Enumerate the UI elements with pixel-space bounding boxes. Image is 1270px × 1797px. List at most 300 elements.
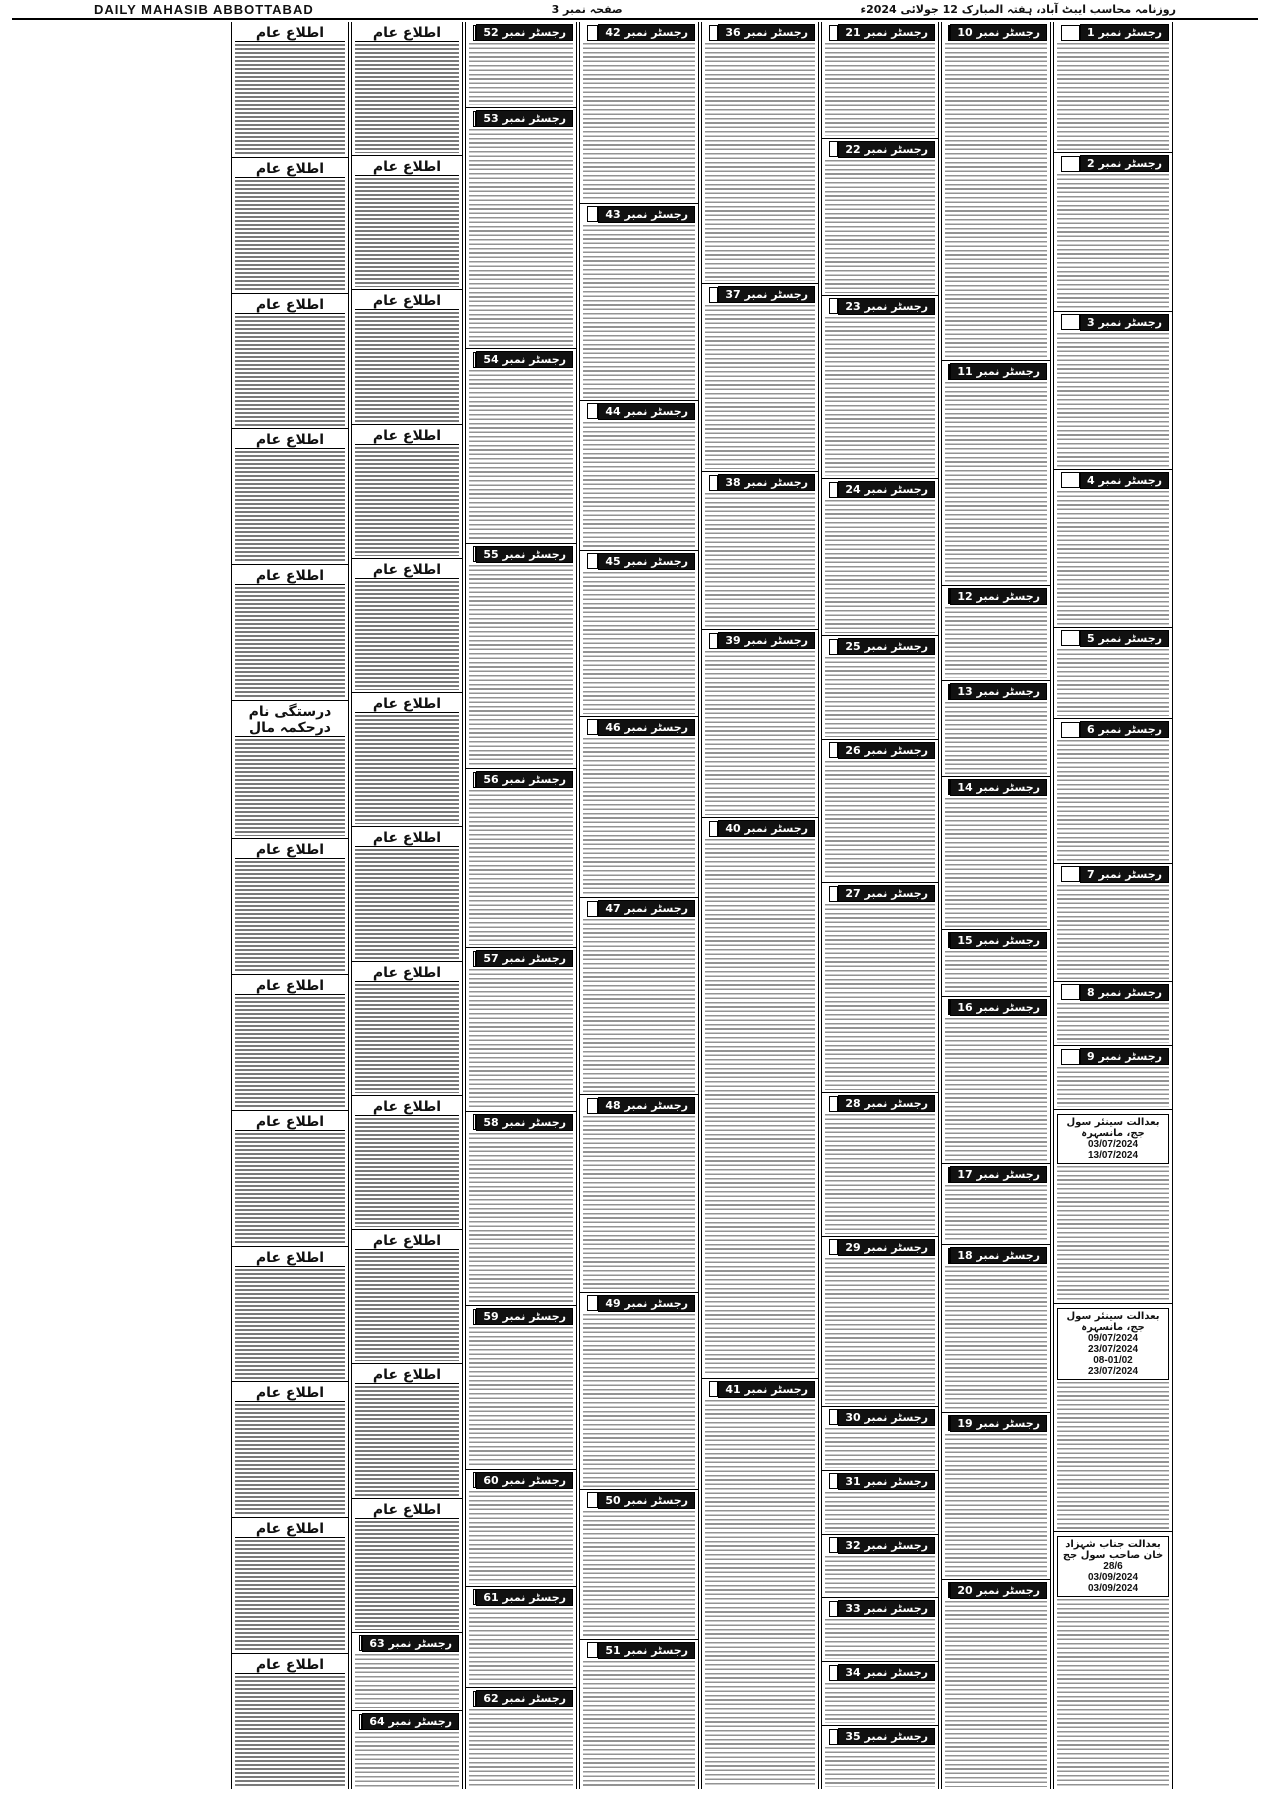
register-notice [822,1093,938,1237]
notice-heading: اطلاع عام [235,978,345,995]
notice-body-text [1057,740,1169,861]
register-number-tag: رجسٹر نمبر 36 [718,24,815,41]
register-box [473,1589,476,1605]
register-number-tag: رجسٹر نمبر 40 [718,820,815,837]
notice-body-text [825,1747,935,1787]
register-box [473,546,476,562]
register-box [709,633,718,649]
masthead [12,0,1258,20]
notice-heading: اطلاع عام [235,161,345,178]
register-notice [466,1306,576,1470]
notice-body-text [825,657,935,737]
public-notice [352,1499,462,1633]
notice-heading: اطلاع عام [355,25,459,42]
notice-body-text [469,969,573,1109]
public-notice [352,156,462,290]
public-notice [232,429,348,565]
notice-heading: اطلاع عام [355,293,459,310]
column-7 [351,22,463,1789]
public-notice [232,565,348,701]
register-box [829,1537,838,1553]
register-number-tag: رجسٹر نمبر 4 [1080,472,1169,489]
public-notice [232,1247,348,1383]
notice-body-text [235,1404,345,1515]
notice-body-text [825,500,935,633]
register-box [587,206,598,222]
public-notice [232,975,348,1111]
notice-heading: اطلاع عام [235,1114,345,1131]
register-notice [822,740,938,884]
notice-body-text [583,1511,695,1637]
notice-body-text [1057,1067,1169,1107]
register-box [829,141,838,157]
register-box [1061,156,1080,172]
register-box [473,772,476,788]
register-number-tag: رجسٹر نمبر 57 [476,950,573,967]
notice-body-text [583,43,695,201]
notice-body-text [1057,43,1169,150]
register-notice [1054,22,1172,153]
register-box [829,1239,838,1255]
hearing-date: 28/6 [1103,1561,1123,1573]
register-notice [942,681,1050,777]
notice-body-text [1057,1003,1169,1043]
column-4 [701,22,819,1789]
register-number-tag: رجسٹر نمبر 41 [718,1381,815,1398]
register-box [948,1248,950,1264]
notice-heading: اطلاع عام [355,696,459,713]
notice-body-text [825,1556,935,1596]
register-notice [702,1379,818,1789]
notice-body-text [825,1114,935,1234]
register-number-tag: رجسٹر نمبر 30 [838,1409,935,1426]
notice-body-text [945,1018,1047,1161]
notice-heading: اطلاع عام [235,1250,345,1267]
public-notice [232,1654,348,1789]
register-number-tag: رجسٹر نمبر 5 [1080,630,1169,647]
register-box [587,1295,598,1311]
notice-body-text [355,715,459,824]
register-number-tag: رجسٹر نمبر 12 [950,588,1047,605]
register-notice [822,1237,938,1407]
notice-heading: درستگی نام درحکمہ مال [235,704,345,737]
register-notice [466,769,576,948]
notice-body-text [945,702,1047,774]
register-box [1061,25,1080,41]
register-notice [822,479,938,636]
register-box [1061,314,1080,330]
notice-body-text [583,1116,695,1289]
hearing-date: 13/07/2024 [1087,1150,1139,1162]
notice-body-text [825,160,935,293]
notice-body-text [825,1258,935,1404]
court-title: بعدالت سینئر سول جج، مانسہرہ [1066,1117,1160,1140]
register-box [473,25,476,41]
column-8 [231,22,349,1789]
register-box [709,821,718,837]
register-number-tag: رجسٹر نمبر 24 [838,481,935,498]
notice-body-text [705,305,815,469]
register-box [709,25,718,41]
public-notice [352,290,462,424]
register-notice [580,898,698,1095]
notice-heading: اطلاع عام [235,1521,345,1538]
register-box [473,1691,476,1707]
public-notice [232,158,348,294]
notice-body-text [469,565,573,767]
notice-body-text [1057,1599,1169,1787]
register-notice [822,636,938,740]
columns [92,22,1174,1789]
register-box [709,475,718,491]
notice-heading: اطلاع عام [235,25,345,42]
register-notice [580,1640,698,1789]
notice-heading: اطلاع عام [355,562,459,579]
notice-body-text [355,849,459,958]
register-notice [466,1470,576,1587]
notice-body-text [235,1133,345,1244]
register-box [709,1381,718,1397]
notice-body-text [355,1732,459,1787]
register-box [1061,722,1080,738]
register-notice [822,1471,938,1535]
register-notice [352,1633,462,1712]
register-number-tag: رجسٹر نمبر 32 [838,1537,935,1554]
register-number-tag: رجسٹر نمبر 7 [1080,866,1169,883]
notice-body-text [355,447,459,556]
register-box [473,1114,476,1130]
register-number-tag: رجسٹر نمبر 1 [1080,24,1169,41]
register-number-tag: رجسٹر نمبر 27 [838,885,935,902]
register-box [829,1409,838,1425]
public-notice [352,1230,462,1364]
public-notice [352,1096,462,1230]
register-number-tag: رجسٹر نمبر 11 [950,363,1047,380]
notice-body-text [705,43,815,281]
register-notice [1054,719,1172,864]
register-number-tag: رجسٹر نمبر 22 [838,141,935,158]
register-notice [942,1580,1050,1789]
register-notice [702,22,818,284]
notice-heading: اطلاع عام [355,428,459,445]
register-notice [1054,864,1172,982]
hearing-date: 08-01/02 [1093,1354,1133,1366]
notice-body-text [583,422,695,548]
register-box [709,287,718,303]
notice-body-text [355,1521,459,1630]
notice-body-text [825,761,935,881]
notice-body-text [705,493,815,627]
notice-body-text [945,798,1047,927]
notice-body-text [235,587,345,698]
notice-body-text [825,1492,935,1532]
notice-body-text [1057,1166,1169,1300]
notice-body-text [583,919,695,1092]
register-number-tag: رجسٹر نمبر 56 [476,771,573,788]
notice-body-text [235,861,345,972]
register-notice [466,108,576,349]
notice-body-text [235,316,345,427]
notice-body-text [825,1683,935,1723]
register-box [948,1582,950,1598]
notice-body-text [235,1676,345,1787]
register-box [587,1492,598,1508]
register-number-tag: رجسٹر نمبر 28 [838,1095,935,1112]
register-box [948,1167,950,1183]
register-box [829,1473,838,1489]
register-box [948,1415,950,1431]
notice-body-text [825,317,935,476]
notice-body-text [945,382,1047,583]
register-number-tag: رجسٹر نمبر 8 [1080,984,1169,1001]
notice-body-text [235,1269,345,1380]
column-3 [821,22,939,1789]
notice-body-text [235,44,345,155]
register-number-tag: رجسٹر نمبر 51 [598,1642,695,1659]
court-heading [1057,1536,1169,1597]
register-notice [466,22,576,108]
notice-body-text [945,43,1047,358]
register-notice [466,1112,576,1307]
notice-body-text [1057,174,1169,308]
register-number-tag: رجسٹر نمبر 38 [718,474,815,491]
register-notice [466,948,576,1112]
notice-body-text [469,129,573,346]
notice-body-text [355,1386,459,1495]
notice-body-text [705,651,815,815]
notice-body-text [355,1654,459,1709]
notice-body-text [583,738,695,896]
notice-body-text [825,904,935,1090]
court-notice [1054,1532,1172,1789]
register-notice [466,1688,576,1789]
register-number-tag: رجسٹر نمبر 20 [950,1582,1047,1599]
register-notice [822,1598,938,1662]
register-number-tag: رجسٹر نمبر 53 [476,110,573,127]
register-number-tag: رجسٹر نمبر 25 [838,638,935,655]
public-notice [352,962,462,1096]
register-number-tag: رجسٹر نمبر 33 [838,1600,935,1617]
notice-body-text [945,951,1047,994]
notice-body-text [469,370,573,541]
register-notice [1054,1046,1172,1110]
register-box [587,25,598,41]
register-number-tag: رجسٹر نمبر 52 [476,24,573,41]
register-box [587,719,598,735]
register-number-tag: رجسٹر نمبر 23 [838,298,935,315]
register-number-tag: رجسٹر نمبر 60 [476,1472,573,1489]
register-number-tag: رجسٹر نمبر 59 [476,1308,573,1325]
register-number-tag: رجسٹر نمبر 47 [598,900,695,917]
register-number-tag: رجسٹر نمبر 34 [838,1664,935,1681]
register-notice [580,401,698,551]
register-notice [702,818,818,1378]
register-number-tag: رجسٹر نمبر 19 [950,1415,1047,1432]
register-box [1061,866,1080,882]
hearing-date: 09/07/2024 [1087,1332,1139,1344]
register-box [359,1635,362,1651]
register-number-tag: رجسٹر نمبر 42 [598,24,695,41]
register-box [587,553,598,569]
register-number-tag: رجسٹر نمبر 21 [838,24,935,41]
register-box [948,999,950,1015]
register-notice [822,1535,938,1599]
notice-heading: اطلاع عام [355,1233,459,1250]
register-box [1061,472,1080,488]
column-1 [1053,22,1173,1789]
register-number-tag: رجسٹر نمبر 64 [362,1713,459,1730]
register-number-tag: رجسٹر نمبر 17 [950,1166,1047,1183]
register-number-tag: رجسٹر نمبر 55 [476,546,573,563]
notice-heading: اطلاع عام [235,432,345,449]
column-2 [941,22,1051,1789]
register-number-tag: رجسٹر نمبر 37 [718,286,815,303]
register-number-tag: رجسٹر نمبر 62 [476,1690,573,1707]
register-box [829,742,838,758]
register-notice [1054,470,1172,628]
hearing-date: 03/09/2024 [1087,1583,1139,1595]
court-title: بعدالت جناب شہزاد خان صاحب سول جج [1062,1539,1164,1562]
register-box [948,684,950,700]
register-notice [822,22,938,139]
register-box [829,1096,838,1112]
notice-body-text [235,739,345,836]
register-notice [1054,312,1172,470]
register-box [948,588,950,604]
court-notice [1054,1304,1172,1533]
notice-body-text [355,178,459,287]
register-box [948,364,950,380]
notice-heading: اطلاع عام [355,159,459,176]
register-notice [1054,153,1172,311]
notice-body-text [705,839,815,1375]
register-notice [1054,628,1172,719]
register-notice [942,930,1050,997]
notice-heading: اطلاع عام [235,1385,345,1402]
notice-body-text [583,572,695,714]
register-number-tag: رجسٹر نمبر 49 [598,1295,695,1312]
register-notice [822,139,938,296]
notice-body-text [583,1661,695,1787]
notice-body-text [583,1314,695,1487]
notice-body-text [945,1434,1047,1577]
register-notice [466,349,576,544]
register-notice [702,472,818,630]
notice-body-text [1057,1382,1169,1530]
notice-body-text [469,1491,573,1584]
register-notice [580,717,698,899]
public-notice [352,693,462,827]
register-notice [942,586,1050,682]
register-box [948,779,950,795]
register-number-tag: رجسٹر نمبر 16 [950,999,1047,1016]
register-number-tag: رجسٹر نمبر 9 [1080,1048,1169,1065]
register-number-tag: رجسٹر نمبر 15 [950,932,1047,949]
register-number-tag: رجسٹر نمبر 2 [1080,155,1169,172]
notice-heading: اطلاع عام [235,568,345,585]
register-box [587,1098,598,1114]
court-heading [1057,1308,1169,1380]
register-box [587,901,598,917]
register-notice [580,1490,698,1640]
register-number-tag: رجسٹر نمبر 10 [950,24,1047,41]
notice-body-text [355,1118,459,1227]
register-notice [466,1587,576,1689]
notice-body-text [235,180,345,291]
court-notice [1054,1110,1172,1303]
register-notice [822,1407,938,1471]
notice-body-text [355,581,459,690]
register-box [829,886,838,902]
register-number-tag: رجسٹر نمبر 44 [598,403,695,420]
court-heading [1057,1114,1169,1164]
register-box [829,298,838,314]
hearing-date: 23/07/2024 [1087,1365,1139,1377]
notice-body-text [355,984,459,1093]
register-number-tag: رجسٹر نمبر 29 [838,1239,935,1256]
register-number-tag: رجسٹر نمبر 61 [476,1589,573,1606]
register-notice [822,296,938,479]
register-box [829,1729,838,1745]
notice-heading: اطلاع عام [355,965,459,982]
court-title: بعدالت سینئر سول جج، مانسہرہ [1066,1310,1160,1333]
register-number-tag: رجسٹر نمبر 3 [1080,314,1169,331]
notice-body-text [355,44,459,153]
notice-body-text [1057,333,1169,467]
public-notice [352,559,462,693]
notice-body-text [1057,885,1169,979]
register-box [473,1309,476,1325]
public-notice [352,22,462,156]
notice-body-text [583,225,695,398]
register-box [829,25,838,41]
register-number-tag: رجسٹر نمبر 54 [476,351,573,368]
register-box [473,951,476,967]
register-number-tag: رجسٹر نمبر 43 [598,206,695,223]
public-notice [352,425,462,559]
notice-body-text [825,1619,935,1659]
notice-body-text [1057,649,1169,716]
public-notice [352,1364,462,1498]
notice-body-text [235,997,345,1108]
register-notice [942,997,1050,1164]
notice-body-text [469,1133,573,1304]
register-number-tag: رجسٹر نمبر 13 [950,683,1047,700]
register-box [948,25,950,41]
notice-heading: اطلاع عام [235,842,345,859]
register-number-tag: رجسٹر نمبر 46 [598,719,695,736]
register-notice [942,361,1050,586]
register-notice [822,1726,938,1789]
register-box [473,111,476,127]
register-notice [702,284,818,472]
notice-heading: اطلاع عام [235,297,345,314]
notice-body-text [1057,491,1169,625]
register-box [829,1601,838,1617]
register-notice [942,1245,1050,1412]
register-number-tag: رجسٹر نمبر 50 [598,1492,695,1509]
column-6 [465,22,577,1789]
notice-body-text [945,607,1047,679]
notice-body-text [945,1601,1047,1787]
public-notice [232,1518,348,1654]
notice-body-text [469,790,573,945]
notice-body-text [469,1709,573,1787]
register-notice [1054,982,1172,1046]
notice-heading: اطلاع عام [355,1367,459,1384]
hearing-date: 03/09/2024 [1087,1572,1139,1584]
public-notice [232,22,348,158]
